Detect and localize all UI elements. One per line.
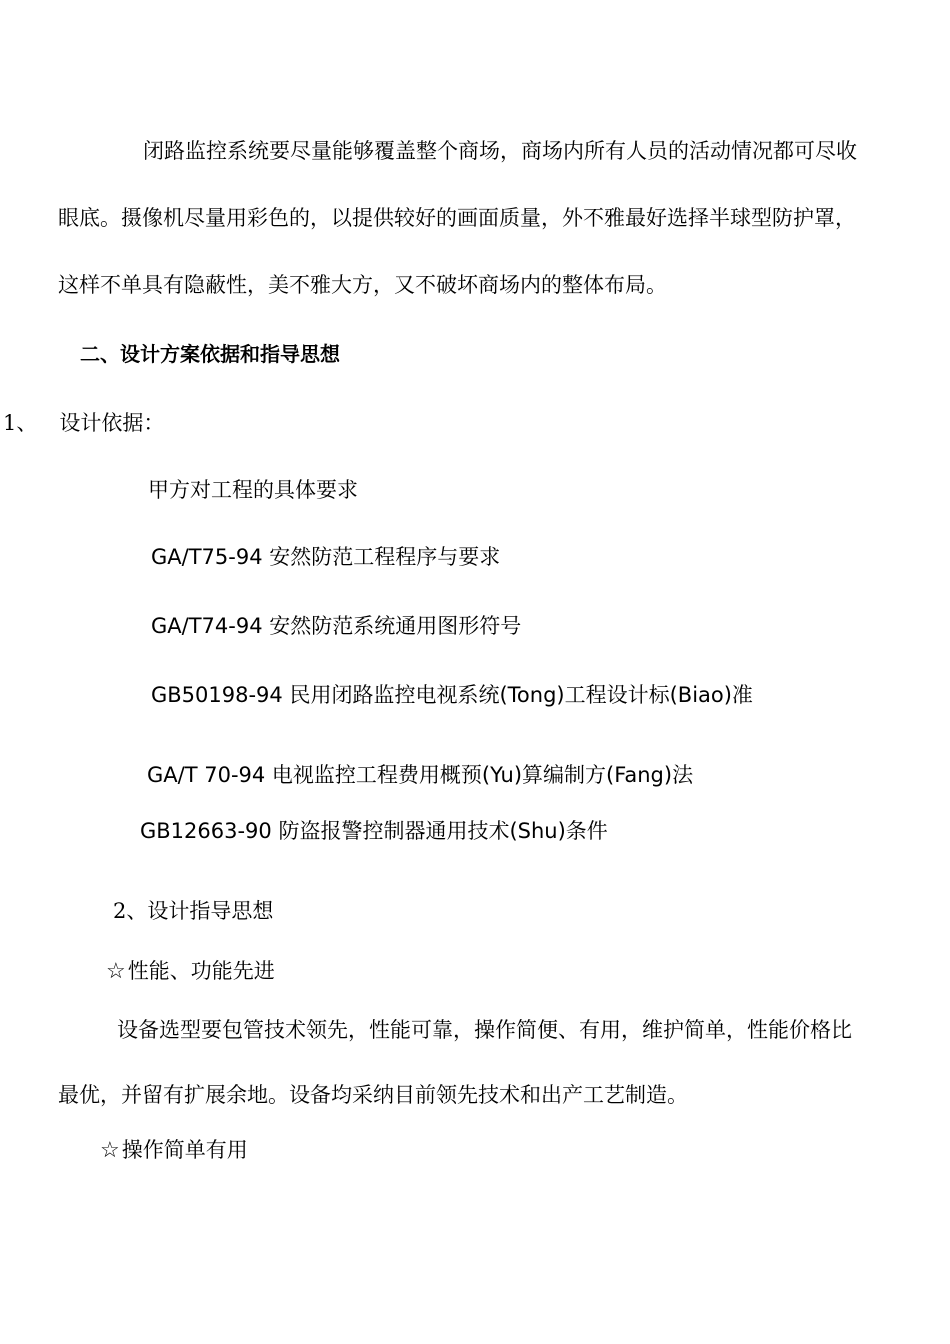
star-icon: ☆ bbox=[106, 959, 126, 984]
basis-item-3: GA/T74-94 安然防范系统通用图形符号 bbox=[151, 614, 522, 638]
basis-number: 1、 bbox=[3, 411, 38, 435]
basis-item-5: GA/T 70-94 电视监控工程费用概预(Yu)算编制方(Fang)法 bbox=[147, 763, 694, 787]
basis-heading bbox=[3, 408, 164, 438]
guiding-heading: 2、设计指导思想 bbox=[113, 899, 274, 923]
guiding-point-1-line-2: 最优，并留有扩展余地。设备均采纳目前领先技术和出产工艺制造。 bbox=[58, 1083, 688, 1107]
guiding-point-2 bbox=[100, 1135, 248, 1166]
guiding-point-1-line-1: 设备选型要包管技术领先，性能可靠，操作简便、有用，维护简单，性能价格比 bbox=[117, 1018, 852, 1042]
basis-title: 设计依据： bbox=[59, 411, 165, 435]
intro-paragraph-line-3: 这样不单具有隐蔽性，美不雅大方，又不破坏商场内的整体布局。 bbox=[58, 273, 667, 297]
section-heading: 二、设计方案依据和指导思想 bbox=[80, 342, 340, 366]
intro-paragraph-line-2: 眼底。摄像机尽量用彩色的，以提供较好的画面质量，外不雅最好选择半球型防护罩， bbox=[58, 206, 856, 230]
basis-item-6: GB12663-90 防盗报警控制器通用技术(Shu)条件 bbox=[140, 819, 608, 843]
intro-paragraph-line-1: 闭路监控系统要尽量能够覆盖整个商场，商场内所有人员的活动情况都可尽收 bbox=[143, 139, 857, 163]
guiding-point-1-title: 性能、功能先进 bbox=[127, 959, 275, 983]
star-icon: ☆ bbox=[100, 1138, 120, 1163]
guiding-point-1 bbox=[106, 956, 275, 987]
basis-item-4: GB50198-94 民用闭路监控电视系统(Tong)工程设计标(Biao)准 bbox=[151, 683, 753, 707]
basis-item-1: 甲方对工程的具体要求 bbox=[148, 478, 358, 502]
basis-item-2: GA/T75-94 安然防范工程程序与要求 bbox=[151, 545, 501, 569]
guiding-point-2-title: 操作简单有用 bbox=[121, 1138, 248, 1162]
